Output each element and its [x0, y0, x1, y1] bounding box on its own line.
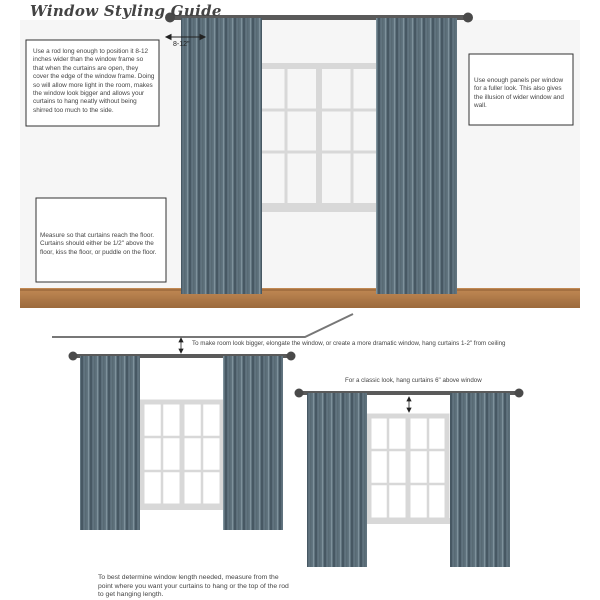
tip-floor-length: Measure so that curtains reach the floor. Curtains should either be 1/2" above the floor, kiss the floor, or puddle on the floor.	[40, 232, 157, 256]
curtain-panel-left	[80, 356, 140, 530]
curtain-panel-left	[181, 18, 262, 294]
curtain-panel-left	[307, 393, 367, 567]
curtain-panel-right	[450, 393, 510, 567]
tip-classic-height: For a classic look, hang curtains 6" above window	[345, 377, 482, 384]
window-bottom-right	[363, 416, 453, 524]
curtain-panel-right	[223, 356, 283, 530]
tip-rod-width: Use a rod long enough to position it 8-12 inches wider than the window frame so that when the curtains are open, they cover the edge of the window frame. Doing so will allow more light in the room, makes the window look bigger and allows your curtains to hang neatly without being shirred too much to the side.	[33, 48, 155, 114]
tip-panels: Use enough panels per window for a fuller look. This also gives the illusion of wider window and wall.	[474, 77, 564, 110]
page-title: Window Styling Guide	[30, 2, 222, 20]
window-gap-arrow	[407, 397, 411, 412]
ceiling-gap-arrow	[179, 338, 183, 353]
dimension-label: 8-12"	[173, 41, 190, 48]
floor	[20, 288, 580, 308]
tip-ceiling-height: To make room look bigger, elongate the window, or create a more dramatic window, hang curtains 1-2" from ceiling	[192, 340, 506, 347]
rod-finial-right	[463, 13, 473, 23]
rod-finial-right	[515, 389, 524, 398]
rod-finial-right	[287, 352, 296, 361]
window-bottom-left	[136, 402, 228, 510]
ceiling-line	[52, 314, 353, 337]
tip-measure-length: To best determine window length needed, measure from the point where you want your curtains to hang or the top of the rod to get hanging length.	[98, 574, 289, 599]
rod-finial-left	[295, 389, 304, 398]
rod-finial-left	[69, 352, 78, 361]
curtain-panel-right	[376, 18, 457, 294]
